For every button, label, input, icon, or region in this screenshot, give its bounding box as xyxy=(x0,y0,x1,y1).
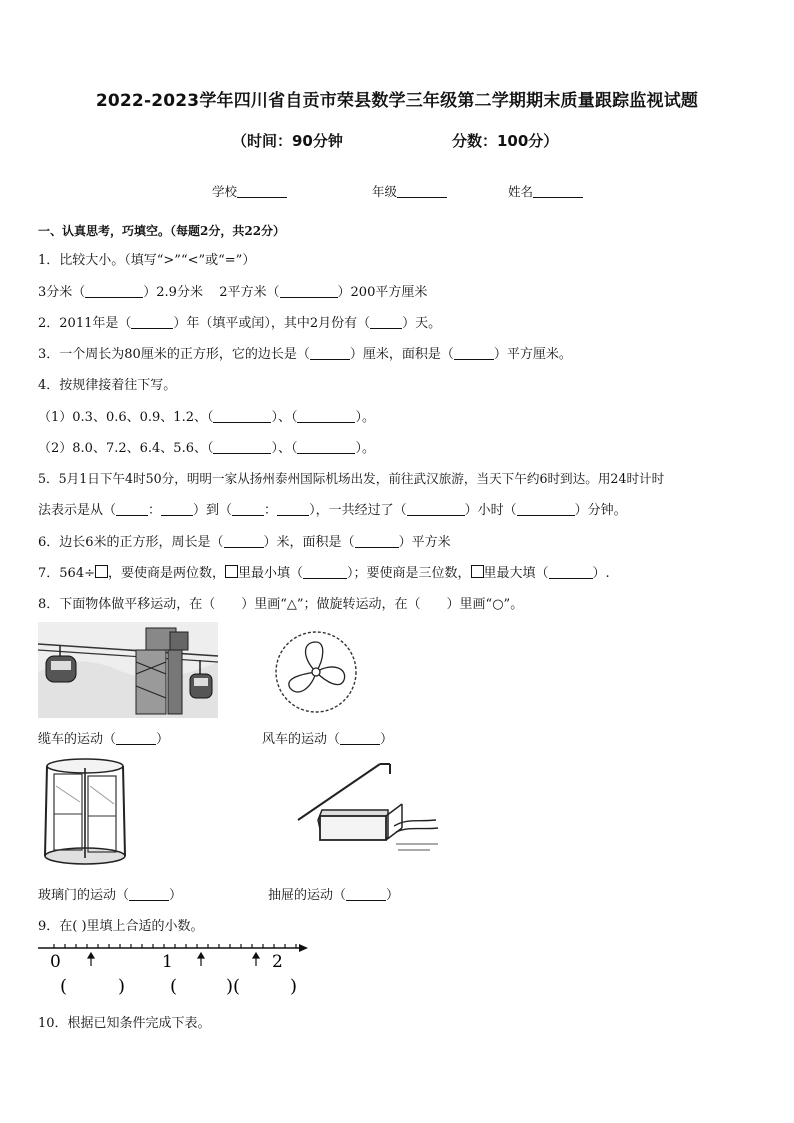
q9-stem: 9．在( )里填上合适的小数。 xyxy=(38,919,204,934)
answer-blank[interactable] xyxy=(129,887,169,901)
caption-close: ） xyxy=(169,888,183,903)
answer-blank[interactable] xyxy=(213,440,271,454)
q5-colon: ： xyxy=(148,503,162,518)
q7-text: 里最小填（ xyxy=(238,566,304,581)
caption-text: 玻璃门的运动（ xyxy=(38,888,130,903)
number-line xyxy=(36,940,316,1000)
cable-car-image xyxy=(38,622,218,718)
q2 xyxy=(38,312,441,331)
answer-blank[interactable] xyxy=(224,534,264,548)
label-zero: 0 xyxy=(50,952,61,972)
q3 xyxy=(38,343,572,362)
q6 xyxy=(38,531,451,550)
q1-a-right: ）2.9分米 xyxy=(143,285,203,300)
answer-blank[interactable] xyxy=(517,502,575,516)
square-box xyxy=(95,565,108,578)
q2-text: ）天。 xyxy=(402,316,442,331)
q4-stem: 4．按规律接着往下写。 xyxy=(38,378,177,393)
fan-image xyxy=(272,628,360,716)
caption-cable-car xyxy=(38,728,169,747)
q4-mid: ）、（ xyxy=(271,441,298,456)
q4-s1-text: （1）0.3、0.6、0.9、1.2、（ xyxy=(38,410,214,425)
paren-join: )( xyxy=(226,976,241,997)
answer-blank[interactable] xyxy=(232,502,264,516)
answer-blank[interactable] xyxy=(131,315,173,329)
answer-blank[interactable] xyxy=(116,731,156,745)
caption-text: 抽屉的运动（ xyxy=(268,888,347,903)
q5-text: 法表示是从（ xyxy=(38,503,117,518)
answer-blank[interactable] xyxy=(280,284,338,298)
q7-text: 7．564÷ xyxy=(38,566,95,581)
answer-blank[interactable] xyxy=(549,565,593,579)
answer-blank[interactable] xyxy=(85,284,143,298)
q5-colon: ： xyxy=(264,503,278,518)
q4-end: ）。 xyxy=(355,410,375,425)
drawer-image xyxy=(298,760,440,860)
q5-text: ），一共经过了（ xyxy=(309,503,407,518)
q7-text: ）；要使商是三位数， xyxy=(347,566,471,581)
q1-a-left: 3分米（ xyxy=(38,285,86,300)
q7 xyxy=(38,562,610,581)
q5-text: ）小时（ xyxy=(464,503,517,518)
revolving-door-image xyxy=(40,756,130,866)
name-label: 姓名 xyxy=(508,184,534,199)
q1-b-right: ）200平方厘米 xyxy=(337,285,428,300)
answer-blank[interactable] xyxy=(277,502,309,516)
answer-blank[interactable] xyxy=(407,502,465,516)
paren-close: ) xyxy=(118,976,126,997)
school-label: 学校 xyxy=(212,184,238,199)
q3-text: 3．一个周长为80厘米的正方形，它的边长是（ xyxy=(38,347,310,362)
paren-open: ( xyxy=(60,976,68,997)
caption-fan xyxy=(262,728,393,747)
grade-label: 年级 xyxy=(372,184,398,199)
q7-text: ，要使商是两位数， xyxy=(107,566,225,581)
caption-close: ） xyxy=(386,888,400,903)
square-box xyxy=(225,565,238,578)
q1-items xyxy=(38,281,427,300)
caption-drawer xyxy=(268,884,399,903)
q7-text: ）. xyxy=(592,566,610,581)
paren-close: ) xyxy=(290,976,298,997)
school-blank[interactable] xyxy=(237,184,287,198)
grade-blank[interactable] xyxy=(397,184,447,198)
q8-stem: 8．下面物体做平移运动，在（ ）里画“△”；做旋转运动，在（ ）里画“○”。 xyxy=(38,597,524,612)
q5-text: ）到（ xyxy=(193,503,233,518)
q1-b-left: 2平方米（ xyxy=(219,285,280,300)
time-label: （时间：90分钟 xyxy=(232,132,343,150)
q6-text: 6．边长6米的正方形，周长是（ xyxy=(38,535,224,550)
caption-close: ） xyxy=(380,732,394,747)
answer-blank[interactable] xyxy=(213,409,271,423)
answer-blank[interactable] xyxy=(340,731,380,745)
q1-stem: 1．比较大小。（填写“>”“<”或“=”） xyxy=(38,253,256,268)
school-field xyxy=(212,182,287,200)
q4-s2 xyxy=(38,437,375,456)
q10-stem: 10．根据已知条件完成下表。 xyxy=(38,1016,211,1031)
q4-end: ）。 xyxy=(355,441,375,456)
q4-s2-text: （2）8.0、7.2、6.4、5.6、（ xyxy=(38,441,214,456)
q5-line1: 5．5月1日下午4时50分，明明一家从扬州泰州国际机场出发，前往武汉旅游，当天下午约6时到达。用24时计时 xyxy=(38,471,665,486)
answer-blank[interactable] xyxy=(346,887,386,901)
answer-blank[interactable] xyxy=(161,502,193,516)
caption-text: 风车的运动（ xyxy=(262,732,341,747)
q4-s1 xyxy=(38,406,375,425)
grade-field xyxy=(372,182,447,200)
caption-glass-door xyxy=(38,884,182,903)
q7-text: 里最大填（ xyxy=(483,566,549,581)
q3-text: ）平方厘米。 xyxy=(493,347,572,362)
answer-blank[interactable] xyxy=(303,565,347,579)
score-label: 分数：100分） xyxy=(452,132,559,150)
square-box xyxy=(471,565,484,578)
answer-blank[interactable] xyxy=(355,534,399,548)
q2-text: ）年（填平或闰），其中2月份有（ xyxy=(173,316,371,331)
paren-open: ( xyxy=(170,976,178,997)
label-two: 2 xyxy=(272,952,283,972)
answer-blank[interactable] xyxy=(297,440,355,454)
answer-blank[interactable] xyxy=(297,409,355,423)
q4-mid: ）、（ xyxy=(271,410,298,425)
name-field xyxy=(508,182,583,200)
label-one: 1 xyxy=(162,952,173,972)
answer-blank[interactable] xyxy=(116,502,148,516)
answer-blank[interactable] xyxy=(454,346,494,360)
q3-text: ）厘米，面积是（ xyxy=(349,347,454,362)
q5-text: ）分钟。 xyxy=(574,503,627,518)
page-title: 2022-2023学年四川省自贡市荣县数学三年级第二学期期末质量跟踪监视试题 xyxy=(95,91,699,111)
answer-blank[interactable] xyxy=(370,315,402,329)
caption-close: ） xyxy=(156,732,170,747)
answer-blank[interactable] xyxy=(310,346,350,360)
q6-text: ）平方米 xyxy=(398,535,451,550)
section-heading: 一、认真思考，巧填空。（每题2分，共22分） xyxy=(38,224,286,238)
name-blank[interactable] xyxy=(533,184,583,198)
caption-text: 缆车的运动（ xyxy=(38,732,117,747)
q6-text: ）米，面积是（ xyxy=(263,535,355,550)
q5-line2 xyxy=(38,499,627,518)
q2-text: 2．2011年是（ xyxy=(38,316,132,331)
